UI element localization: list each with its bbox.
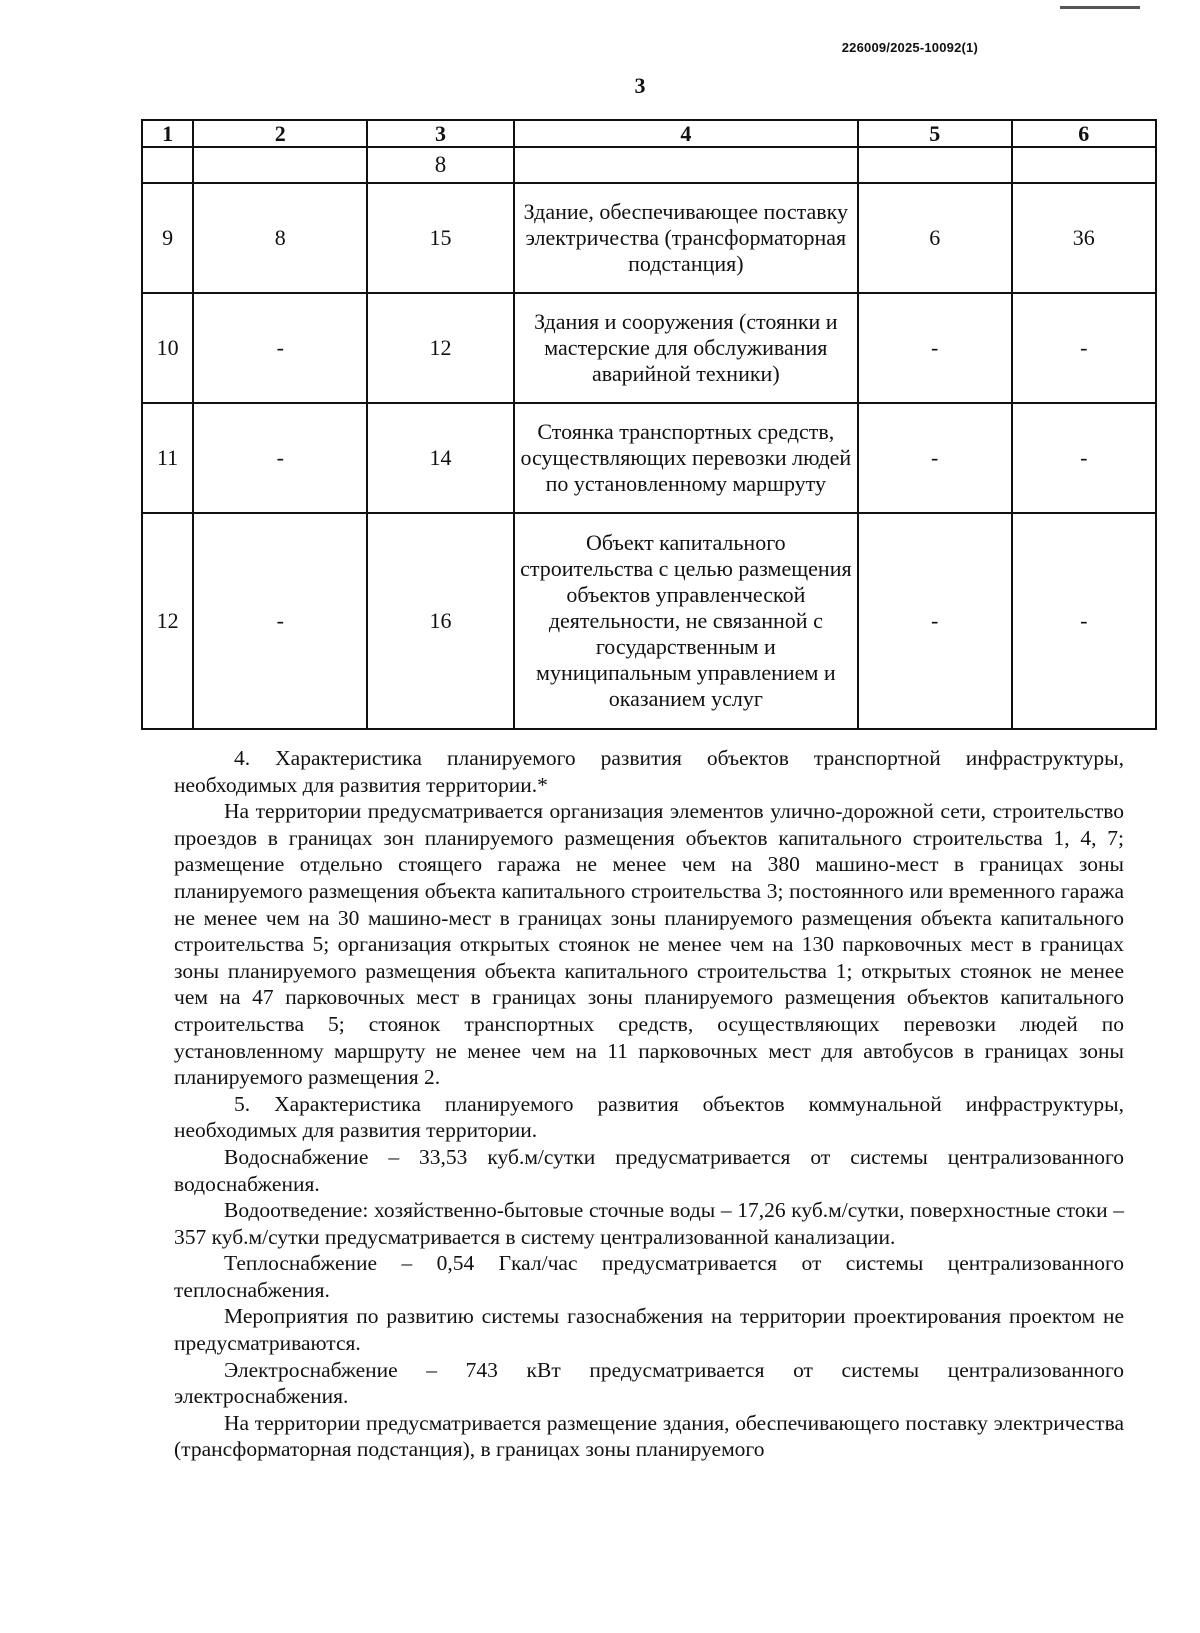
paragraph: Водоотведение: хозяйственно-бытовые сточные воды – 17,26 куб.м/сутки, поверхностные стоки – 357 куб.м/сутки предусматривается в систему централизованной канализации. bbox=[174, 1198, 1124, 1249]
table-cell: Стоянка транспортных средств, осуществляющих перевозки людей по установленному маршруту bbox=[514, 403, 858, 513]
paragraph: Водоснабжение – 33,53 куб.м/сутки предусматривается от системы централизованного водоснабжения. bbox=[174, 1144, 1124, 1196]
table-header-row bbox=[142, 120, 1156, 147]
table-cell: 11 bbox=[142, 403, 193, 513]
table-cell: - bbox=[858, 403, 1012, 513]
column-header: 1 bbox=[142, 120, 193, 147]
table-cell: 10 bbox=[142, 293, 193, 403]
section-heading-utilities: 5. Характеристика планируемого развития объектов коммунальной инфраструктуры, необходимых для развития территории. bbox=[174, 1091, 1124, 1143]
table-row bbox=[142, 183, 1156, 293]
table-cell: 12 bbox=[367, 293, 513, 403]
table-row bbox=[142, 147, 1156, 183]
data-table bbox=[141, 119, 1157, 730]
table-cell: 14 bbox=[367, 403, 513, 513]
column-header: 2 bbox=[193, 120, 367, 147]
paragraph: На территории предусматривается организация элементов улично-дорожной сети, строительство проездов в границах зон планируемого размещения объектов капитального строительства 1, 4, 7; размещение отдельно стоящего гаража не менее чем на 380 машино-мест в границах зоны планируемого размещения объекта капитального строительства 3; постоянного или временного гаража не менее чем на 30 машино-мест в границах зоны планируемого размещения объекта капитального строительства 5; организация открытых стоянок не менее чем на 130 парковочных мест в границах зоны планируемого размещения объекта капитального строительства 1; открытых стоянок не менее чем на 47 парковочных мест в границах зоны планируемого размещения объектов капитального строительства 5; стоянок транспортных средств, осуществляющих перевозки людей по установленному маршруту не менее чем на 11 парковочных мест для автобусов в границах зоны планируемого размещения 2. bbox=[174, 799, 1124, 1090]
table-cell: 15 bbox=[367, 183, 513, 293]
column-header: 6 bbox=[1012, 120, 1156, 147]
table-row bbox=[142, 513, 1156, 729]
table-row bbox=[142, 293, 1156, 403]
table-cell: Объект капитального строительства с целью размещения объектов управленческой деятельности, не связанной с государственным и муниципальным управлением и оказанием услуг bbox=[514, 513, 858, 729]
table-cell: Здания и сооружения (стоянки и мастерские для обслуживания аварийной техники) bbox=[514, 293, 858, 403]
document-number: 226009/2025-10092(1) bbox=[841, 40, 978, 55]
page-number: 3 bbox=[634, 73, 646, 98]
table-cell: - bbox=[193, 293, 367, 403]
paragraph: Теплоснабжение – 0,54 Гкал/час предусматривается от системы централизованного теплоснабжения. bbox=[174, 1251, 1124, 1302]
table-cell: - bbox=[193, 513, 367, 729]
table-cell bbox=[142, 147, 193, 183]
table-cell: Здание, обеспечивающее поставку электричества (трансформаторная подстанция) bbox=[514, 183, 858, 293]
table-cell: 6 bbox=[858, 183, 1012, 293]
table-cell bbox=[858, 147, 1012, 183]
table-cell: - bbox=[193, 403, 367, 513]
table-cell: - bbox=[1012, 513, 1156, 729]
table-cell bbox=[514, 147, 858, 183]
table-cell: - bbox=[1012, 403, 1156, 513]
paragraph: Мероприятия по развитию системы газоснабжения на территории проектирования проектом не предусматриваются. bbox=[174, 1304, 1124, 1356]
table-cell: 12 bbox=[142, 513, 193, 729]
table-cell bbox=[193, 147, 367, 183]
column-header: 5 bbox=[858, 120, 1012, 147]
paragraph: Электроснабжение – 743 кВт предусматривается от системы централизованного электроснабжения. bbox=[174, 1357, 1124, 1409]
table-cell: 9 bbox=[142, 183, 193, 293]
body-text bbox=[174, 745, 1124, 1463]
paragraph: На территории предусматривается размещение здания, обеспечивающего поставку электричества (трансформаторная подстанция), в границах зоны планируемого bbox=[174, 1410, 1124, 1462]
table-cell: 8 bbox=[367, 147, 513, 183]
section-heading-transport: 4. Характеристика планируемого развития объектов транспортной инфраструктуры, необходимых для развития территории.* bbox=[174, 746, 1124, 797]
column-header: 4 bbox=[514, 120, 858, 147]
table-cell bbox=[1012, 147, 1156, 183]
table-cell: - bbox=[1012, 293, 1156, 403]
table-cell: 16 bbox=[367, 513, 513, 729]
column-header: 3 bbox=[367, 120, 513, 147]
table-cell: - bbox=[858, 293, 1012, 403]
table-cell: 36 bbox=[1012, 183, 1156, 293]
top-edge-line bbox=[1060, 6, 1140, 9]
table-cell: 8 bbox=[193, 183, 367, 293]
table-row bbox=[142, 403, 1156, 513]
table-cell: - bbox=[858, 513, 1012, 729]
